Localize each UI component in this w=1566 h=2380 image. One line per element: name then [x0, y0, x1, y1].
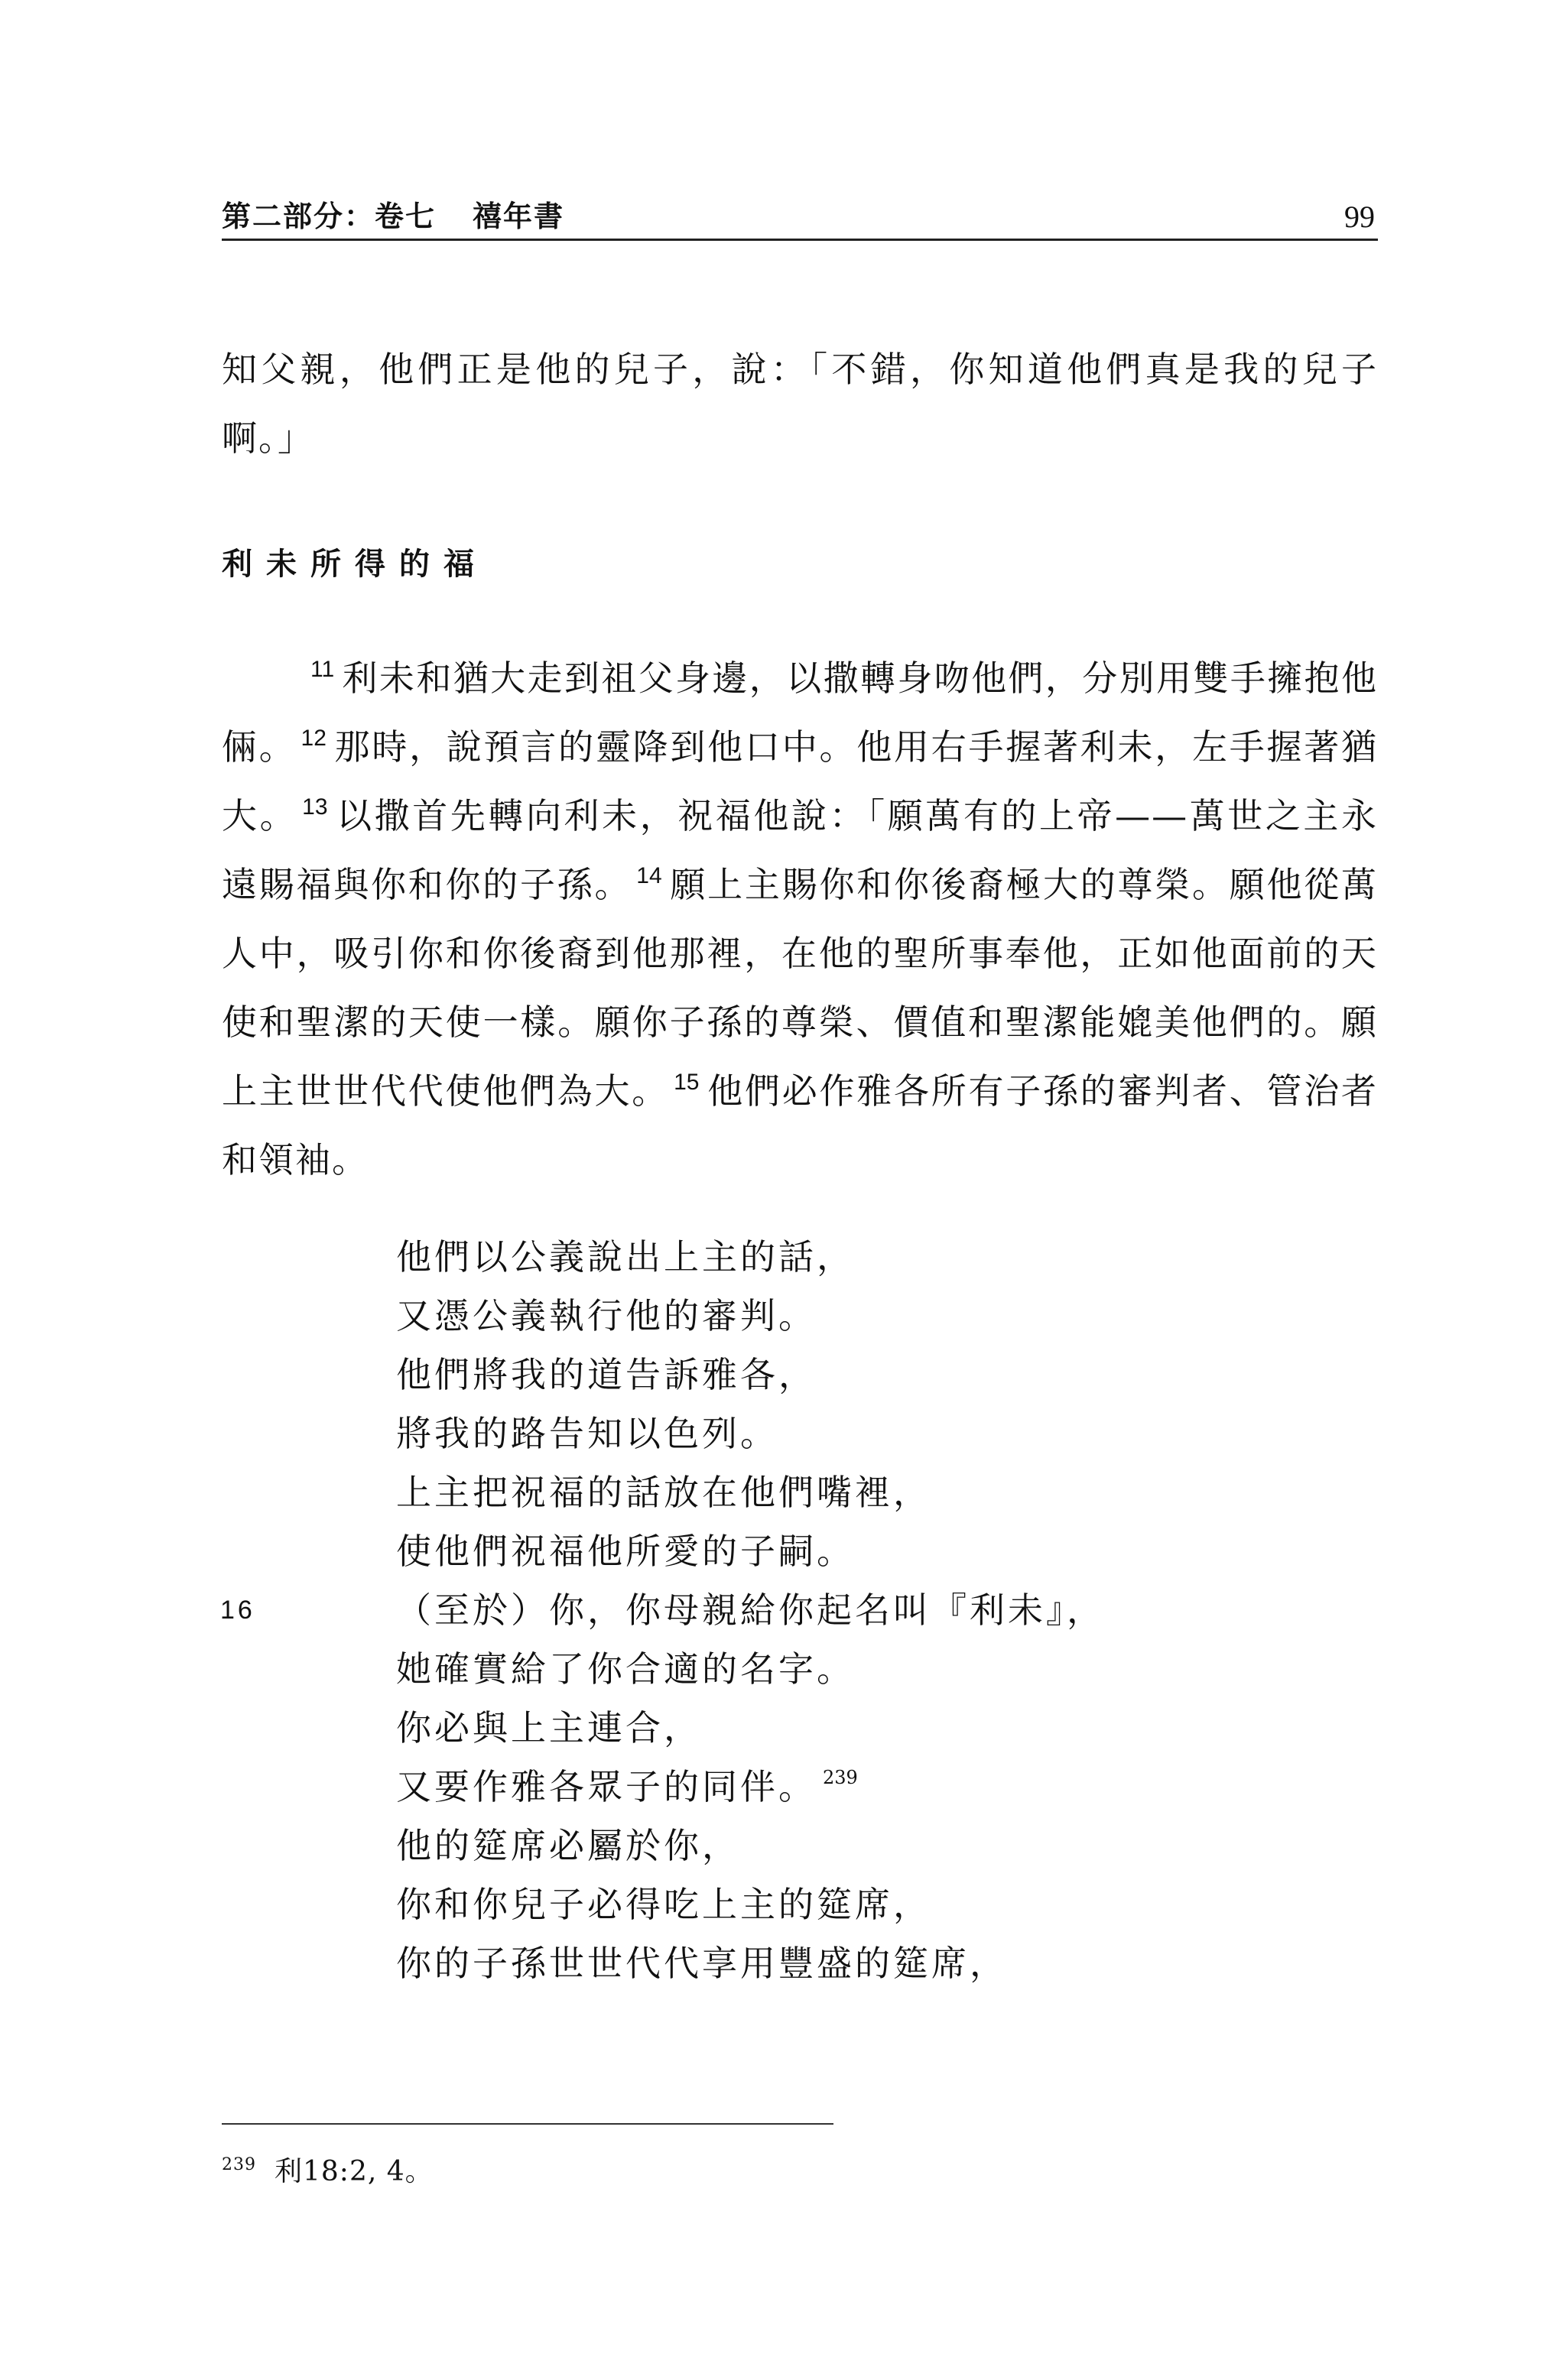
poem-line: 他們以公義說出上主的話，	[396, 1236, 855, 1278]
verse-number-15: 15	[674, 1070, 700, 1095]
verse-number-11: 11	[310, 657, 335, 682]
footnote-mark: 239	[222, 2155, 256, 2174]
poem-line-verse-16	[220, 1581, 1105, 1640]
verse-text-14: 願上主賜你和你後裔極大的尊榮。願他從萬人中，吸引你和你後裔到他那裡，在他的聖所事奉他，正如他面前的天使和聖潔的天使一樣。願你子孫的尊榮、價值和聖潔能媲美他們的。願上主世世代代使他們為大。	[222, 864, 1379, 1112]
poem-line: 你的子孫世世代代享用豐盛的筵席，	[396, 1943, 1008, 1984]
header-section: 第二部分：卷七	[222, 200, 437, 233]
poem-line: 將我的路告知以色列。	[396, 1413, 778, 1454]
poem-line: 又憑公義執行他的審判。	[396, 1295, 817, 1336]
poem-line: 他們將我的道告訴雅各，	[396, 1354, 817, 1395]
verse-text-15: 他們必作雅各所有子孫的審判者、管治者和領袖。	[222, 1070, 1379, 1180]
poem-line-with-footnote	[396, 1758, 1105, 1817]
poem-line: 使他們祝福他所愛的子嗣。	[396, 1531, 855, 1572]
section-heading: 利未所得的福	[222, 547, 488, 582]
footnote-text: 利18:2, 4。	[275, 2156, 434, 2187]
page-number: 99	[1344, 200, 1375, 234]
poem-line: 你和你兒子必得吃上主的筵席，	[396, 1884, 931, 1925]
verse-text-11: 利未和猶大走到祖父身邊，以撒轉身吻他們，分別用雙手擁抱他倆。	[222, 658, 1378, 768]
paragraph-continuation	[222, 335, 1378, 472]
header-title	[222, 193, 564, 235]
verse-number-14: 14	[636, 863, 662, 888]
header-book: 禧年書	[473, 200, 565, 233]
verse-text-13: 以撒首先轉向利未，祝福他說：「願萬有的上帝——萬世之主永遠賜福與你和你的子孫。	[222, 795, 1379, 905]
running-header	[222, 193, 1378, 241]
verse-number-12: 12	[301, 726, 327, 751]
poem-block	[220, 1228, 1105, 1993]
poem-line: 他的筵席必屬於你，	[396, 1825, 740, 1866]
poem-line: 上主把祝福的話放在他們嘴裡，	[396, 1472, 931, 1513]
verses-paragraph	[222, 644, 1378, 1194]
verse-number-13: 13	[302, 794, 328, 820]
poem-line-text: （至於）你，你母親給你起名叫『利未』，	[396, 1589, 1105, 1631]
paragraph-verses-11-15	[222, 644, 1378, 1194]
footnote-divider	[222, 2123, 833, 2125]
poem-line: 你必與上主連合，	[396, 1707, 702, 1748]
poem-line: 她確實給了你合適的名字。	[396, 1648, 855, 1690]
footnote-reference[interactable]: 239	[823, 1767, 858, 1788]
paragraph-text: 知父親，他們正是他的兒子，說：「不錯，你知道他們真是我的兒子啊。」	[222, 349, 1378, 459]
verse-text-12: 那時，說預言的靈降到他口中。他用右手握著利未，左手握著猶大。	[222, 726, 1379, 836]
verse-number-16: 16	[220, 1596, 255, 1625]
poem-line-text: 又要作雅各眾子的同伴。	[396, 1766, 817, 1807]
footnote	[222, 2150, 434, 2189]
